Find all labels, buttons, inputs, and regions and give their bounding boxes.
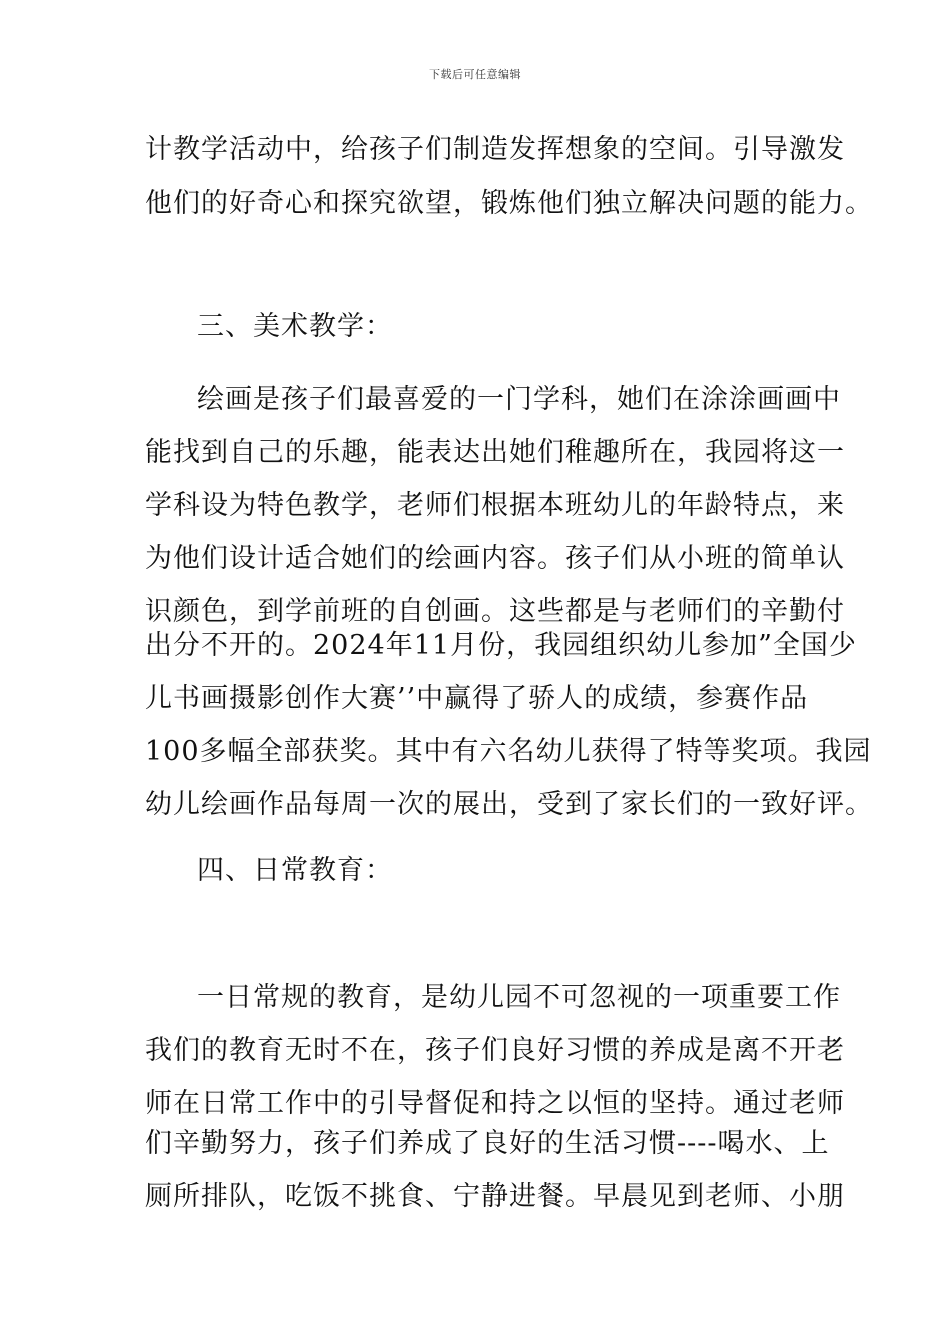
text-line: 计教学活动中，给孩子们制造发挥想象的空间。引导激发	[145, 134, 845, 165]
text-line: 能找到自己的乐趣，能表达出她们稚趣所在，我园将这一	[145, 437, 845, 468]
text-line: 师在日常工作中的引导督促和持之以恒的坚持。通过老师	[145, 1088, 845, 1119]
text-line: 一日常规的教育，是幼儿园不可忽视的一项重要工作	[197, 982, 841, 1013]
section-heading-daily: 四、日常教育：	[197, 855, 393, 886]
page-header: 下载后可任意编辑	[429, 68, 521, 81]
text-line: 识颜色，到学前班的自创画。这些都是与老师们的辛勤付	[145, 596, 845, 627]
text-line: 绘画是孩子们最喜爱的一门学科，她们在涂涂画画中	[197, 384, 841, 415]
text-line: 儿书画摄影创作大赛’’中赢得了骄人的成绩，参赛作品	[145, 683, 809, 714]
text-line: 我们的教育无时不在，孩子们良好习惯的养成是离不开老	[145, 1035, 845, 1066]
text-line: 他们的好奇心和探究欲望，锻炼他们独立解决问题的能力。	[145, 188, 873, 219]
text-line: 学科设为特色教学，老师们根据本班幼儿的年龄特点，来	[145, 490, 845, 521]
text-line: 100多幅全部获奖。其中有六名幼儿获得了特等奖项。我园	[145, 736, 872, 767]
section-heading-art: 三、美术教学：	[197, 311, 393, 342]
text-line: 们辛勤努力，孩子们养成了良好的生活习惯----喝水、上	[145, 1128, 830, 1159]
text-line: 出分不开的。2024年11月份，我园组织幼儿参加”全国少	[145, 630, 857, 661]
text-line: 为他们设计适合她们的绘画内容。孩子们从小班的简单认	[145, 543, 845, 574]
text-line: 幼儿绘画作品每周一次的展出，受到了家长们的一致好评。	[145, 789, 873, 820]
text-line: 厕所排队，吃饭不挑食、宁静进餐。早晨见到老师、小朋	[145, 1181, 845, 1212]
